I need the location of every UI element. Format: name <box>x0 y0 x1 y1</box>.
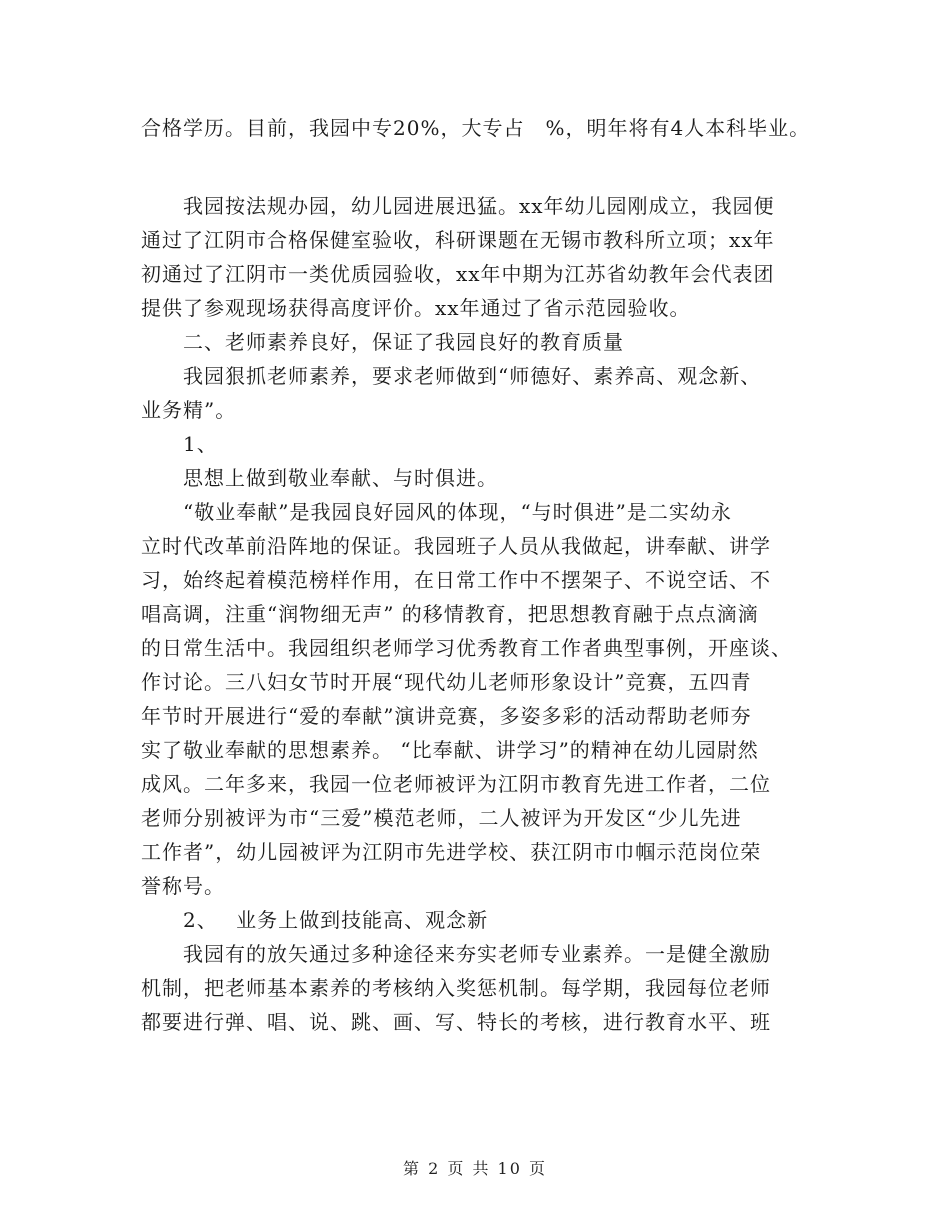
text-line: 合格学历。目前，我园中专20%，大专占 %，明年将有4人本科毕业。 <box>141 116 811 140</box>
text-line: 我园按法规办园，幼儿园进展迅猛。xx年幼儿园刚成立，我园便 <box>141 194 775 218</box>
text-line: 初通过了江阴市一类优质园验收，xx年中期为江苏省幼教年会代表团 <box>141 262 775 286</box>
document-body <box>141 111 821 1039</box>
text-line: 实了敬业奉献的思想素养。 “比奉献、讲学习”的精神在幼儿园尉然 <box>141 738 759 762</box>
paragraph-gap <box>141 145 821 189</box>
text-line: 唱高调，注重“润物细无声” 的移情教育，把思想教育融于点点滴滴 <box>141 602 759 626</box>
text-line: 工作者”，幼儿园被评为江阴市先进学校、获江阴市巾帼示范岗位荣 <box>141 840 762 864</box>
page-number-footer: 第 2 页 共 10 页 <box>403 1159 547 1178</box>
text-line: 习，始终起着模范榜样作用，在日常工作中不摆架子、不说空话、不 <box>141 568 771 592</box>
text-line: 我园有的放矢通过多种途径来夯实老师专业素养。一是健全激励 <box>141 942 771 966</box>
text-line: 提供了参观现场获得高度评价。xx年通过了省示范园验收。 <box>141 296 691 320</box>
text-line: 通过了江阴市合格保健室验收，科研课题在无锡市教科所立项；xx年 <box>141 228 775 252</box>
text-line: 作讨论。三八妇女节时开展“现代幼儿老师形象设计”竞赛，五四青 <box>141 670 752 694</box>
text-line: 机制，把老师基本素养的考核纳入奖惩机制。每学期，我园每位老师 <box>141 976 771 1000</box>
text-line: 的日常生活中。我园组织老师学习优秀教育工作者典型事例，开座谈、 <box>141 636 792 660</box>
text-line: 老师分别被评为市“三爱”模范老师，二人被评为开发区“少儿先进 <box>141 806 742 830</box>
text-line: 业务精”。 <box>141 398 237 422</box>
subheading: 2、 业务上做到技能高、观念新 <box>141 908 489 932</box>
text-line: 年节时开展进行“爱的奉献”演讲竞赛，多姿多彩的活动帮助老师夯 <box>141 704 752 728</box>
text-line: 立时代改革前沿阵地的保证。我园班子人员从我做起，讲奉献、讲学 <box>141 534 771 558</box>
text-line: “敬业奉献”是我园良好园风的体现，“与时俱进”是二实幼永 <box>141 500 732 524</box>
text-line: 成风。二年多来，我园一位老师被评为江阴市教育先进工作者，二位 <box>141 772 771 796</box>
section-heading: 二、老师素养良好，保证了我园良好的教育质量 <box>141 330 624 354</box>
text-line: 誉称号。 <box>141 874 225 898</box>
subheading: 思想上做到敬业奉献、与时俱进。 <box>141 466 498 490</box>
list-number: 1、 <box>141 432 218 456</box>
text-line: 都要进行弹、唱、说、跳、画、写、特长的考核，进行教育水平、班 <box>141 1010 771 1034</box>
text-line: 我园狠抓老师素养，要求老师做到“师德好、素养高、观念新、 <box>141 364 762 388</box>
